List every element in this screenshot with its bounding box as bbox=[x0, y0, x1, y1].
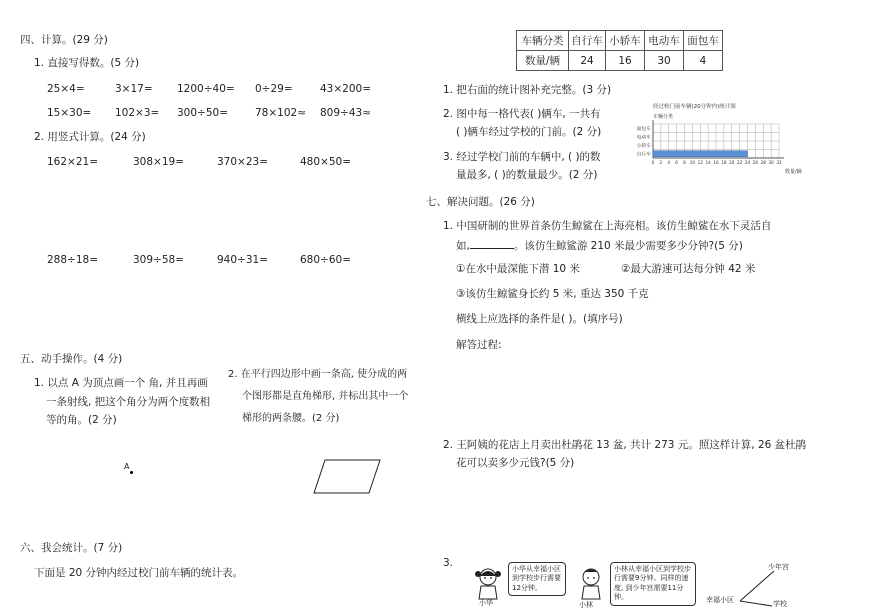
calc-item: 309÷58= bbox=[133, 254, 184, 266]
calc-item: 78×102≈ bbox=[255, 107, 306, 119]
x-tick-label: 32 bbox=[776, 160, 782, 165]
table-cell: 30 bbox=[645, 51, 684, 71]
speech-bubble-xiaolin: 小林从幸福小区到学校步行需要9分钟。同样的速度, 到少年宫需要11分钟。 bbox=[610, 562, 696, 606]
question-line: 1. 以点 A 为顶点画一个 角, 并且再画 bbox=[34, 377, 208, 389]
question-line: 个图形都是直角梯形, 并标出其中一个 bbox=[242, 391, 409, 402]
calc-item: 308×19= bbox=[133, 156, 184, 168]
table-cell: 24 bbox=[569, 51, 606, 71]
x-tick-label: 10 bbox=[689, 160, 696, 165]
question-direct-calc: 1. 直接写得数。(5 分) bbox=[34, 57, 140, 69]
calc-item: 102×3= bbox=[115, 107, 160, 119]
answer-blank[interactable] bbox=[470, 238, 514, 249]
section6-title: 六、我会统计。(7 分) bbox=[20, 542, 123, 554]
section4-title: 四、计算。(29 分) bbox=[20, 34, 108, 46]
calc-item: 680÷60= bbox=[300, 254, 351, 266]
table-cell: 4 bbox=[684, 51, 723, 71]
x-tick-label: 26 bbox=[752, 160, 759, 165]
x-tick-label: 22 bbox=[736, 160, 743, 165]
table-header-cell: 电动车 bbox=[645, 31, 684, 51]
question-vertical-calc: 2. 用竖式计算。(24 分) bbox=[34, 131, 146, 143]
x-tick-label: 2 bbox=[659, 160, 663, 165]
parallelogram-figure bbox=[310, 458, 386, 496]
calc-item: 25×4= bbox=[47, 83, 85, 95]
question-line: 2. 在平行四边形中画一条高, 使分成的两 bbox=[228, 369, 408, 380]
section5-title: 五、动手操作。(4 分) bbox=[20, 353, 123, 365]
point-a-dot bbox=[130, 471, 133, 474]
question-line: 一条射线, 把这个角分为两个度数相 bbox=[46, 396, 211, 408]
condition-2: ②最大游速可达每分钟 42 米 bbox=[621, 263, 756, 275]
stats-question-3: 3. 经过学校门前的车辆中, ( )的数 bbox=[443, 151, 601, 163]
problem-2-line: 2. 王阿姨的花店上月卖出杜鹃花 13 盆, 共计 273 元。照这样计算, 26 盆杜鹃 bbox=[443, 439, 807, 451]
map-label-palace: 少年宫 bbox=[768, 563, 789, 571]
stats-question-3: 量最多, ( )的数量最少。(2 分) bbox=[456, 169, 598, 181]
x-tick-label: 6 bbox=[675, 160, 678, 165]
x-tick-label: 0 bbox=[651, 160, 655, 165]
map-label-school: 学校 bbox=[773, 600, 787, 608]
table-row bbox=[517, 51, 723, 71]
x-tick-label: 30 bbox=[768, 160, 774, 165]
table-header-cell: 面包车 bbox=[684, 31, 723, 51]
x-tick-label: 14 bbox=[705, 160, 711, 165]
name-xiaolin: 小林 bbox=[579, 601, 593, 609]
problem-2-line: 花可以卖多少元钱?(5 分) bbox=[456, 457, 575, 469]
stats-question-2: ( )辆车经过学校的门前。(2 分) bbox=[456, 126, 602, 138]
boy-cartoon-icon bbox=[573, 566, 609, 600]
problem-3-number: 3. bbox=[443, 557, 454, 569]
map-label-home: 幸福小区 bbox=[706, 596, 734, 604]
route-map-diagram bbox=[706, 562, 806, 612]
x-tick-label: 4 bbox=[667, 160, 671, 165]
calc-item: 809÷43≈ bbox=[320, 107, 371, 119]
solution-label: 解答过程: bbox=[456, 339, 502, 351]
problem-1-line: 1. 中国研制的世界首条仿生鲸鲨在上海亮相。该仿生鲸鲨在水下灵活自 bbox=[443, 220, 772, 232]
table-cell: 数量/辆 bbox=[517, 51, 569, 71]
girl-cartoon-icon bbox=[470, 566, 506, 600]
name-xiaohua: 小华 bbox=[479, 599, 493, 607]
table-row bbox=[517, 31, 723, 51]
question-line: 等的角。(2 分) bbox=[46, 414, 117, 426]
calc-item: 0÷29= bbox=[255, 83, 293, 95]
y-category-label: 面包车 bbox=[636, 127, 651, 133]
stats-question-1: 1. 把右面的统计图补充完整。(3 分) bbox=[443, 84, 612, 96]
x-tick-label: 28 bbox=[760, 160, 766, 165]
speech-bubble-xiaohua: 小华从幸福小区到学校步行需要12分钟。 bbox=[508, 562, 566, 596]
calc-item: 1200÷40= bbox=[177, 83, 235, 95]
choose-condition-prompt: 横线上应选择的条件是( )。(填序号) bbox=[456, 313, 623, 325]
vehicle-stats-table bbox=[516, 30, 723, 71]
y-category-label: 电动车 bbox=[636, 135, 651, 141]
x-tick-label: 20 bbox=[729, 160, 735, 165]
section7-title: 七、解决问题。(26 分) bbox=[426, 196, 535, 208]
vehicle-bar-chart bbox=[631, 100, 811, 178]
x-tick-label: 18 bbox=[721, 160, 727, 165]
calc-item: 15×30= bbox=[47, 107, 92, 119]
chart-ylabel: 车辆分类 bbox=[653, 114, 674, 120]
calc-item: 480×50= bbox=[300, 156, 351, 168]
problem-1-line bbox=[456, 238, 743, 253]
calc-item: 370×23= bbox=[217, 156, 268, 168]
problem-1-text: 。该仿生鲸鲨游 210 米最少需要多少分钟?(5 分) bbox=[513, 240, 743, 252]
x-tick-label: 8 bbox=[683, 160, 686, 165]
calc-item: 300÷50= bbox=[177, 107, 228, 119]
question-line: 梯形的两条腰。(2 分) bbox=[242, 413, 340, 424]
x-tick-label: 16 bbox=[713, 160, 719, 165]
chart-title: 经过校门前车辆(20分钟内)统计图 bbox=[653, 104, 736, 110]
table-header-cell: 小轿车 bbox=[606, 31, 645, 51]
calc-item: 288÷18= bbox=[47, 254, 98, 266]
table-header-cell: 自行车 bbox=[569, 31, 606, 51]
calc-item: 43×200= bbox=[320, 83, 371, 95]
table-header-cell: 车辆分类 bbox=[517, 31, 569, 51]
section6-intro: 下面是 20 分钟内经过校门前车辆的统计表。 bbox=[34, 567, 244, 579]
x-tick-label: 24 bbox=[744, 160, 751, 165]
condition-3: ③该仿生鲸鲨身长约 5 米, 重达 350 千克 bbox=[456, 288, 649, 300]
table-cell: 16 bbox=[606, 51, 645, 71]
x-tick-label: 12 bbox=[697, 160, 703, 165]
point-a-label: A bbox=[124, 462, 130, 471]
bar bbox=[653, 151, 748, 157]
calc-item: 940÷31= bbox=[217, 254, 268, 266]
condition-1: ①在水中最深能下潜 10 米 bbox=[456, 263, 580, 275]
calc-item: 3×17= bbox=[115, 83, 153, 95]
calc-item: 162×21= bbox=[47, 156, 98, 168]
chart-xlabel: 数量/辆 bbox=[785, 169, 802, 175]
y-category-label: 小轿车 bbox=[636, 144, 651, 150]
y-category-label: 自行车 bbox=[636, 152, 651, 158]
problem-1-text: 如, bbox=[456, 240, 470, 252]
stats-question-2: 2. 图中每一格代表( )辆车, 一共有 bbox=[443, 108, 601, 120]
